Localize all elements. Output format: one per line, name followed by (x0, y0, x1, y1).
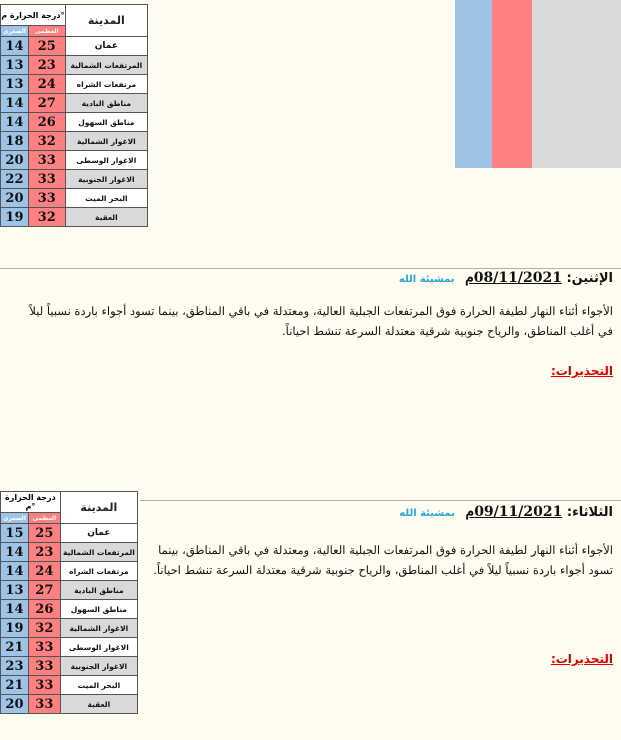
max-temp-cell: 23 (28, 543, 60, 562)
max-temp-cell: 32 (28, 132, 65, 151)
city-cell: العقبة (60, 695, 137, 714)
min-temp-cell: 22 (1, 170, 29, 189)
max-temp-cell: 33 (28, 638, 60, 657)
table-row (1, 75, 148, 94)
table-row (1, 56, 148, 75)
warnings-label-2: التحذيرات: (550, 652, 613, 666)
max-temp-cell: 25 (28, 524, 60, 543)
warnings-label-1: التحذيرات: (550, 364, 613, 378)
min-temp-cell: 13 (1, 581, 29, 600)
table-row (1, 638, 138, 657)
min-temp-cell: 13 (1, 75, 29, 94)
section-divider (140, 500, 621, 501)
city-cell: المرتفعات الشمالية (65, 56, 147, 75)
max-temp-cell: 33 (28, 151, 65, 170)
min-temp-cell: 23 (1, 657, 29, 676)
max-header: العظمى (28, 513, 60, 524)
min-temp-cell: 14 (1, 600, 29, 619)
table-row (1, 619, 138, 638)
city-cell: البحر الميت (60, 676, 137, 695)
city-cell: الاغوار الوسطى (65, 151, 147, 170)
max-temp-cell: 26 (28, 113, 65, 132)
forecast-text-1: الأجواء أثناء النهار لطيفة الحرارة فوق المرتفعات الجبلية العالية، ومعتدلة في باقي المناطق، بينما تسود أجواء باردة نسبياً ليلاً في أغلب المناطق، والرياح جنوبية شرقية معتدلة السرعة تنشط احياناً. (29, 304, 613, 338)
table-row (1, 113, 148, 132)
day-date: 08/11/2021م (465, 270, 562, 286)
max-temp-cell: 33 (28, 170, 65, 189)
min-temp-cell: 15 (1, 524, 29, 543)
min-temp-cell: 14 (1, 543, 29, 562)
max-temp-cell: 23 (28, 56, 65, 75)
max-temp-cell: 33 (28, 695, 60, 714)
min-temp-cell: 18 (1, 132, 29, 151)
day-name: الإثنين: (566, 271, 613, 286)
city-cell: المرتفعات الشمالية (60, 543, 137, 562)
max-header: العظمى (28, 26, 65, 37)
table-row (1, 524, 138, 543)
city-cell: الاغوار الوسطى (60, 638, 137, 657)
day-date: 09/11/2021م (465, 504, 563, 520)
temperature-table-1 (0, 4, 148, 227)
table-row (1, 170, 148, 189)
city-cell: مرتفعات الشراه (60, 562, 137, 581)
table-row (1, 189, 148, 208)
min-temp-cell: 13 (1, 56, 29, 75)
min-temp-cell: 21 (1, 638, 29, 657)
max-temp-cell: 27 (28, 581, 60, 600)
city-cell: الاغوار الجنوبية (65, 170, 147, 189)
table-row (1, 562, 138, 581)
min-temp-cell: 14 (1, 113, 29, 132)
max-temp-cell: 32 (28, 619, 60, 638)
temperature-header: درجة الحرارة م° (1, 492, 61, 513)
min-header: الصغرى (1, 26, 29, 37)
table-row (1, 208, 148, 227)
min-temp-cell: 19 (1, 208, 29, 227)
min-color-bar (455, 0, 492, 168)
min-temp-cell: 21 (1, 676, 29, 695)
max-temp-cell: 32 (28, 208, 65, 227)
city-cell: الاغوار الجنوبية (60, 657, 137, 676)
max-temp-cell: 33 (28, 189, 65, 208)
day-title-2 (399, 504, 613, 520)
city-cell: العقبة (65, 208, 147, 227)
table-row (1, 37, 148, 56)
city-cell: مرتفعات الشراه (65, 75, 147, 94)
table-row (1, 151, 148, 170)
city-cell: عمان (65, 37, 147, 56)
min-header: الصغرى (1, 513, 29, 524)
table-row (1, 94, 148, 113)
color-bars (455, 0, 621, 168)
min-temp-cell: 20 (1, 189, 29, 208)
temperature-header: درجة الحرارة م° (1, 5, 66, 26)
city-cell: مناطق البادية (60, 581, 137, 600)
city-cell: مناطق السهول (60, 600, 137, 619)
table-row (1, 657, 138, 676)
max-temp-cell: 33 (28, 657, 60, 676)
table-row (1, 581, 138, 600)
forecast-text-2: الأجواء أثناء النهار لطيفة الحرارة فوق المرتفعات الجبلية العالية، ومعتدلة في باقي المناطق، بينما تسود أجواء باردة نسبياً ليلاً في أغلب المناطق، والرياح جنوبية شرقية معتدلة السرعة تنشط احياناً. (153, 543, 613, 577)
min-temp-cell: 14 (1, 562, 29, 581)
section-divider (0, 268, 621, 269)
table-row (1, 543, 138, 562)
max-temp-cell: 24 (28, 75, 65, 94)
min-temp-cell: 14 (1, 37, 29, 56)
city-color-bar (532, 0, 621, 168)
city-cell: عمان (60, 524, 137, 543)
city-cell: مناطق السهول (65, 113, 147, 132)
day-title-1 (399, 270, 613, 286)
table-row (1, 695, 138, 714)
table-row (1, 132, 148, 151)
min-temp-cell: 20 (1, 695, 29, 714)
city-cell: البحر الميت (65, 189, 147, 208)
day-name: الثلاثاء: (566, 505, 613, 520)
max-temp-cell: 33 (28, 676, 60, 695)
min-temp-cell: 20 (1, 151, 29, 170)
min-temp-cell: 14 (1, 94, 29, 113)
table-row (1, 600, 138, 619)
insha-allah-note: بمشيئة الله (398, 274, 455, 285)
max-temp-cell: 24 (28, 562, 60, 581)
min-temp-cell: 19 (1, 619, 29, 638)
max-temp-cell: 26 (28, 600, 60, 619)
table-row (1, 676, 138, 695)
max-temp-cell: 27 (28, 94, 65, 113)
city-cell: مناطق البادية (65, 94, 147, 113)
max-color-bar (492, 0, 532, 168)
city-header: المدينة (65, 5, 147, 37)
temperature-table-2 (0, 491, 138, 714)
max-temp-cell: 25 (28, 37, 65, 56)
city-cell: الاغوار الشمالية (60, 619, 137, 638)
insha-allah-note: بمشيئة الله (399, 508, 455, 519)
city-cell: الاغوار الشمالية (65, 132, 147, 151)
city-header: المدينة (60, 492, 137, 524)
